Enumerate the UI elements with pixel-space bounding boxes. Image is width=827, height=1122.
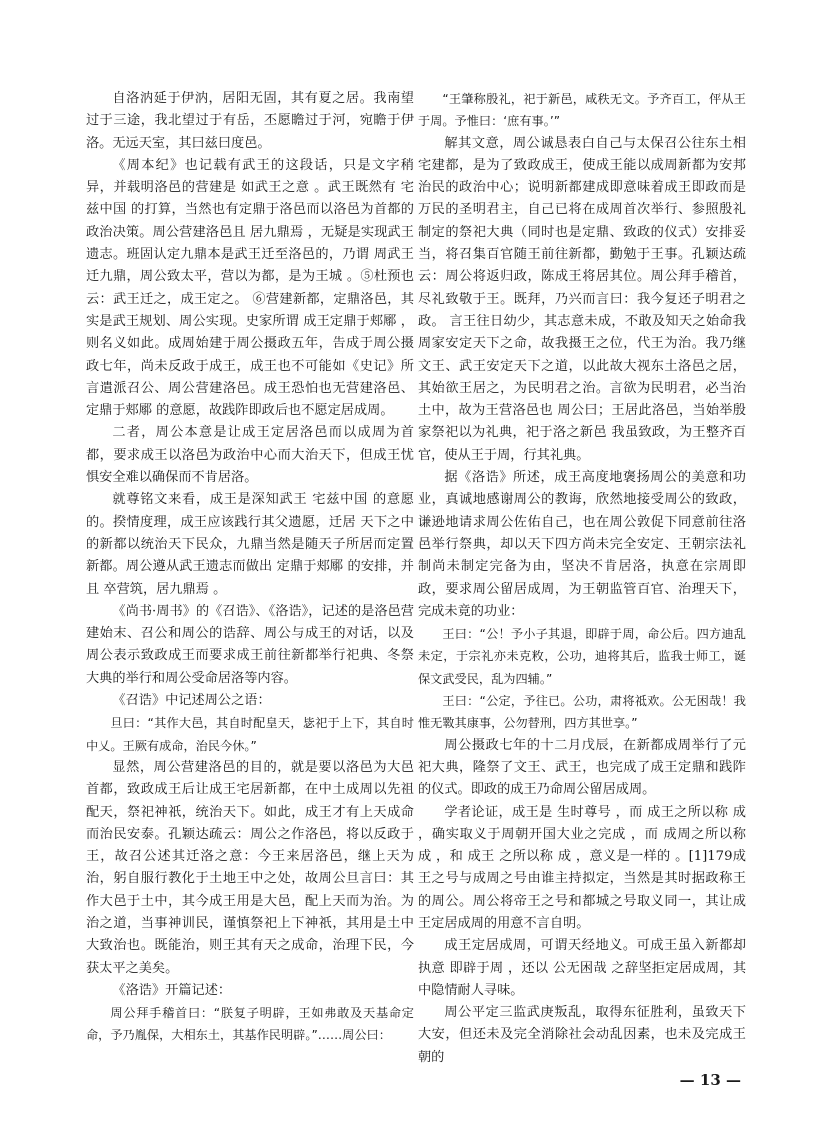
body-paragraph: 自洛汭延于伊汭，居阳无固，其有夏之居。我南望过于三途，我北望过于有岳，丕愿瞻过于河，宛瞻于伊洛。无远天室，其曰兹曰度邑。: [86, 91, 414, 151]
quotation-paragraph: 王曰：“公定，予往已。公功，肃将祗欢。公无困哉！我惟无斁其康事，公勿替刑，四方其世享。”: [418, 694, 746, 731]
right-column: [418, 88, 746, 1069]
quotation-paragraph: “王肇称殷礼，祀于新邑，咸秩无文。予齐百工，伻从王于周。予惟曰：‘庶有事。’”: [418, 92, 746, 129]
body-paragraph: 《召诰》中记述周公之语：: [112, 693, 271, 709]
body-paragraph: 就尊铭文来看，成王是深知武王 宅兹中国 的意愿的。揆情度理，成王应该践行其父遗愿，迁居 天下之中 的新都以统治天下民众，九鼎当然是随天子所居而定置新都。周公遵从武王遗志而做出 定鼎于郏鄏 的安排，并且 卒营筑，居九鼎焉 。: [86, 492, 414, 597]
body-paragraph: 成王定居成周，可谓天经地义。可成王虽入新都却执意 即辟于周 ，还以 公无困哉 之辞坚拒定居成周，其中隐情耐人寻味。: [418, 938, 746, 998]
quotation-paragraph: 王曰：“公！予小子其退，即辟于周，命公后。四方迪乱未定，于宗礼亦未克敉，公功，迪将其后，监我士师工，诞保文武受民，乱为四辅。”: [418, 627, 746, 686]
body-paragraph: 《尚书·周书》的《召诰》、《洛诰》，记述的是洛邑营建始末、召公和周公的诰辞、周公与成王的对话，以及周公表示致政成王而要求成王前往新都举行祀典、冬祭大典的举行和周公受命居洛等内容。: [86, 603, 414, 686]
body-paragraph: 《洛诰》开篇记述：: [112, 982, 232, 998]
body-paragraph: 二者，周公本意是让成王定居洛邑而以成周为首都，要求成王以洛邑为政治中心而大治天下，但成王忧惧安全难以确保而不肯居洛。: [86, 425, 414, 486]
body-paragraph: 据《洛诰》所述，成王高度地褒扬周公的美意和功业，真诚地感谢周公的教诲，欣然地接受周公的致政，谦逊地请求周公佐佑自己，也在周公敦促下同意前往洛邑举行祭典，却以天下四方尚未完全安定、王朝宗法礼制尚未制定完备为由，坚决不肯居洛，执意在宗周即政，要求周公留居成周，为王朝监管百官、治理天下，完成未竟的功业：: [418, 470, 746, 619]
quotation-paragraph: 周公拜手稽首曰：“朕复子明辟，王如弗敢及天基命定命，予乃胤保，大相东土，其基作民明辟。”……周公曰：: [86, 1006, 414, 1043]
body-paragraph: 周公摄政七年的十二月戊辰，在新都成周举行了元祀大典，隆祭了文王、武王，也完成了成王定鼎和践阼的仪式。即政的成王乃命周公留居成周。: [418, 737, 746, 798]
quotation-paragraph: 旦曰：“其作大邑，其自时配皇天，毖祀于上下，其自时中乂。王厥有成命，治民今休。”: [86, 716, 414, 753]
body-paragraph: 周公平定三监武庚叛乱，取得东征胜利，虽致天下大安，但还未及完全消除社会动乱因素，也未及完成王朝的: [418, 1005, 746, 1065]
body-paragraph: 解其文意，周公诚恳表白自己与太保召公往东土相宅建都，是为了致政成王，使成王能以成周新都为安邦治民的政治中心；说明新都建成即意味着成王即政而是万民的圣明君主，自己已将在成周首次举行、参照殷礼制定的祭祀大典（同时也是定鼎、致政的仪式）安排妥当，将召集百官随王前往新都，勤勉于王事。孔颖达疏云：周公将返归政，陈成王将居其位。周公拜手稽首，尽礼致敬于王。既拜，乃兴而言曰：我今复还子明君之政。 言王往日幼少，其志意未成，不敢及知天之始命我周家安定天下之命，故我摄王之位，代王为治。我乃继文王、武王安定天下之道，以此故大视东土洛邑之居，其始欲王居之，为民明君之治。言欲为民明君，必当治土中，故为王营洛邑也 周公曰；王居此洛邑，当始举殷家祭祀以为礼典，祀于洛之新邑 我虽致政，为王整齐百官，使从王于周，行其礼典。: [418, 135, 746, 463]
body-paragraph: 《周本纪》也记载有武王的这段话，只是文字稍异，并载明洛邑的营建是 如武王之意 。武王既然有 宅兹中国 的打算，当然也有定鼎于洛邑而以洛邑为首都的政治决策。周公营建洛邑且 居九鼎焉 ，无疑是实现武王遗志。班固认定九鼎本是武王迁至洛邑的，乃谓 周武王迁九鼎，周公致太平，营以为都，是为王城 。⑤杜预也云：武王迁之，成王定之。 ⑥营建新都，定鼎洛邑，其实是武王规划、周公实现。史家所谓 成王定鼎于郏鄏 ，则名义如此。成周始建于周公摄政五年，告成于周公摄政七年，尚未反政于成王，成王也不可能如《史记》所言遣派召公、周公营建洛邑。成王恐怕也无营建洛邑、 定鼎于郏鄏 的意愿，故践阼即政后也不愿定居成周。: [86, 157, 414, 419]
page-number: — 13 —: [679, 1071, 741, 1089]
body-paragraph: 显然，周公营建洛邑的目的，就是要以洛邑为大邑首都，致政成王后让成王宅居新都，在中土成周以先祖配天，祭祀神祇，统治天下。如此，成王才有上天成命而治民安泰。孔颖达疏云：周公之作洛邑，将以反政于王，故召公述其迁洛之意：今王来居洛邑，继上天为治，躬自服行教化于土地王中之处，故周公旦言曰：其作大邑于土中，其今成王用是大邑，配上天而为治。为治之道，当事神训民，谨慎祭祀上下神祇，其用是土中大致治也。既能治，则王其有天之成命，治理下民，今获太平之美矣。: [86, 759, 414, 976]
left-column: [86, 88, 414, 1047]
body-paragraph: 学者论证，成王是 生时尊号 ，而 成王之所以称 成 ，确实取义于周朝开国大业之完成 ，而 成周之所以称 成 ，和 成王 之所以称 成 ，意义是一样的 。[1]179成王之号与成周之号由谁主持拟定，当然是其时据政称王的周公。周公将帝王之号和都城之号取义同一，其让成王定居成周的用意不言自明。: [418, 804, 746, 931]
